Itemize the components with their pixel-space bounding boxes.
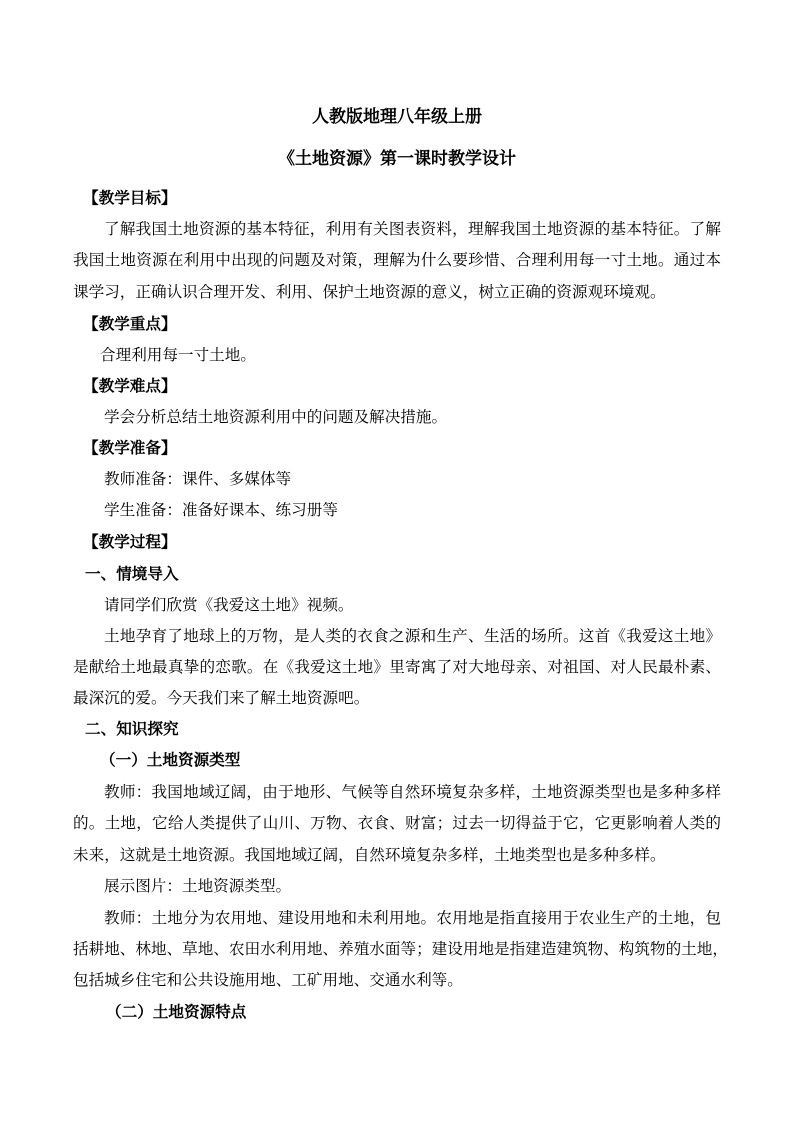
section1-para-line-1: 土地孕育了地球上的万物，是人类的衣食之源和生产、生活的场所。这首《我爱这土地》 bbox=[104, 627, 721, 645]
objectives-heading: 【教学目标】 bbox=[83, 188, 177, 207]
preparation-heading: 【教学准备】 bbox=[83, 438, 177, 457]
objectives-line-2: 我国土地资源在利用中出现的问题及对策，理解为什么要珍惜、合理利用每一寸土地。通过本 bbox=[73, 251, 721, 269]
sub1-show-image: 展示图片：土地资源类型。 bbox=[104, 877, 292, 895]
section1-line1: 请同学们欣赏《我爱这土地》视频。 bbox=[104, 596, 354, 614]
document-title: 人教版地理八年级上册 bbox=[312, 107, 482, 127]
sub1-para2-line-2: 括耕地、林地、草地、农田水利用地、养殖水面等；建设用地是指建造建筑物、构筑物的土地， bbox=[73, 940, 728, 958]
sub1-para2-line-1: 教师：土地分为农用地、建设用地和未利用地。农用地是指直接用于农业生产的土地，包 bbox=[104, 909, 721, 927]
student-prep: 学生准备：准备好课本、练习册等 bbox=[104, 501, 338, 519]
section1-para-line-2: 是献给土地最真挚的恋歌。在《我爱这土地》里寄寓了对大地母亲、对祖国、对人民最朴素、 bbox=[73, 658, 721, 676]
difficulties-text: 学会分析总结土地资源利用中的问题及解决措施。 bbox=[104, 408, 448, 426]
sub1-para1-line-1: 教师：我国地域辽阔，由于地形、气候等自然环境复杂多样，土地资源类型也是多种多样 bbox=[104, 783, 721, 801]
process-heading: 【教学过程】 bbox=[83, 532, 177, 551]
objectives-line-3: 课学习，正确认识合理开发、利用、保护土地资源的意义，树立正确的资源观环境观。 bbox=[73, 283, 666, 301]
teacher-prep: 教师准备：课件、多媒体等 bbox=[104, 470, 292, 488]
sub1-para1-line-2: 的。土地，它给人类提供了山川、万物、衣食、财富；过去一切得益于它，它更影响着人类的 bbox=[73, 814, 721, 832]
document-subtitle: 《土地资源》第一课时教学设计 bbox=[278, 149, 516, 169]
difficulties-heading: 【教学难点】 bbox=[83, 376, 177, 395]
section1-para-line-3: 最深沉的爱。今天我们来了解土地资源吧。 bbox=[73, 689, 370, 707]
section1-heading: 一、情境导入 bbox=[85, 564, 179, 583]
objectives-line-1: 了解我国土地资源的基本特征，利用有关图表资料，理解我国土地资源的基本特征。了解 bbox=[104, 220, 721, 238]
key-points-text: 合理利用每一寸土地。 bbox=[100, 346, 256, 364]
section2-heading: 二、知识探究 bbox=[85, 719, 179, 738]
sub2-heading: （二）土地资源特点 bbox=[106, 1002, 247, 1021]
sub1-para1-line-3: 未来，这就是土地资源。我国地域辽阔，自然环境复杂多样，土地类型也是多种多样。 bbox=[73, 846, 666, 864]
sub1-para2-line-3: 包括城乡住宅和公共设施用地、工矿用地、交通水利等。 bbox=[73, 971, 463, 989]
sub1-heading: （一）土地资源类型 bbox=[100, 750, 241, 769]
key-points-heading: 【教学重点】 bbox=[83, 314, 177, 333]
